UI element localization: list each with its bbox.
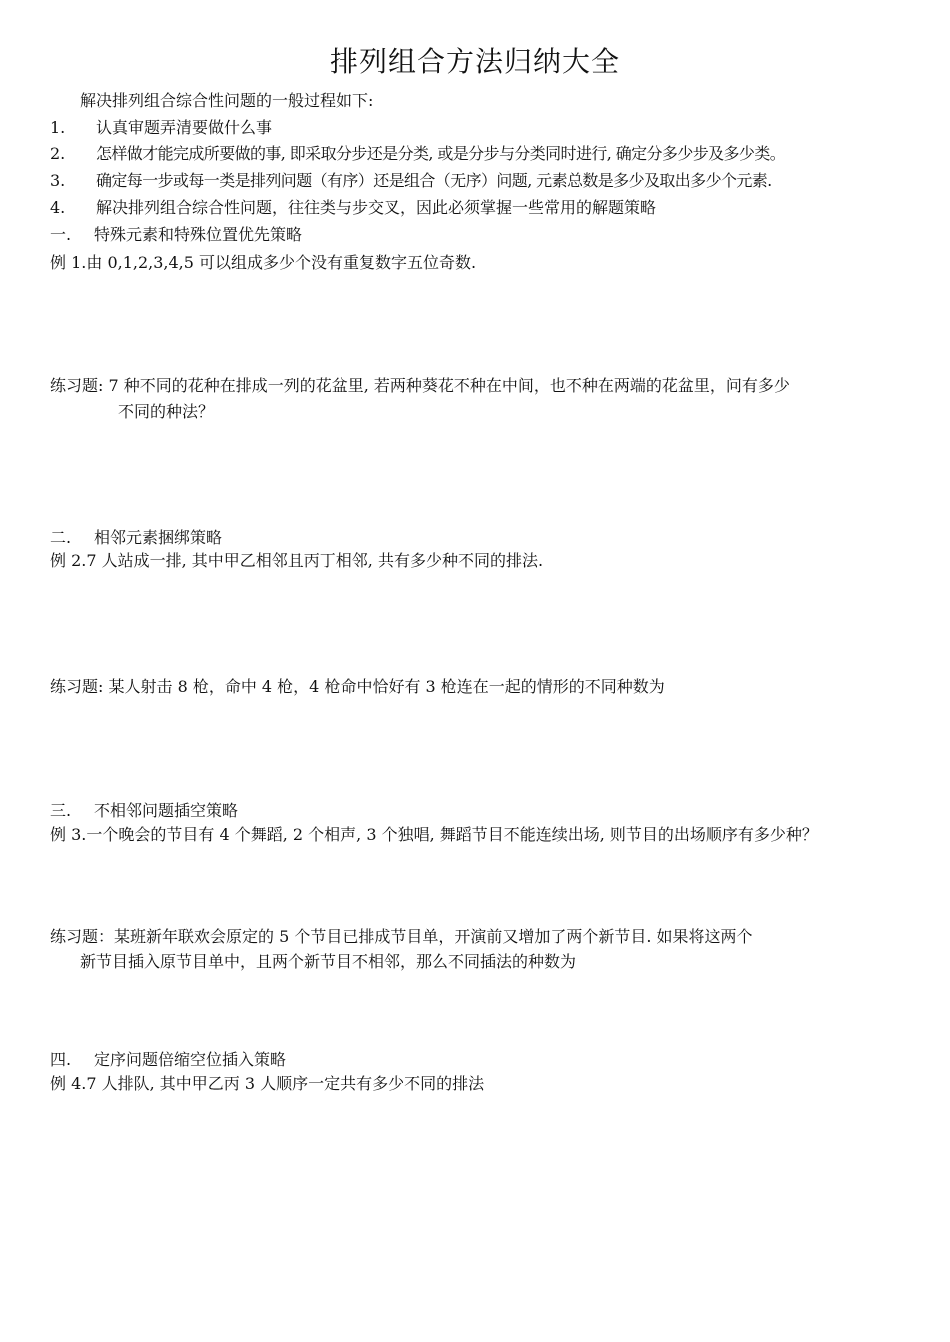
- step-text: 怎样做才能完成所要做的事, 即采取分步还是分类, 或是分步与分类同时进行, 确定分多少步及多少类。: [96, 144, 786, 163]
- section-heading-text: 定序问题倍缩空位插入策略: [94, 1050, 287, 1069]
- step-2: [50, 143, 785, 165]
- practice-3-line-2: 新节目插入原节目单中，且两个新节目不相邻，那么不同插法的种数为: [80, 952, 577, 971]
- step-text: 确定每一步或每一类是排列问题（有序）还是组合（无序）问题, 元素总数是多少及取出多少个元素.: [96, 171, 772, 190]
- step-text: 认真审题弄清要做什么事: [96, 118, 273, 137]
- step-number: 2.: [50, 144, 66, 163]
- section-number: 二.: [50, 528, 72, 547]
- step-number: 3.: [50, 171, 66, 190]
- section-1-heading: [50, 224, 302, 246]
- step-4: [50, 197, 656, 219]
- step-3: [50, 170, 772, 192]
- step-number: 4.: [50, 198, 66, 217]
- intro-text: 解决排列组合综合性问题的一般过程如下:: [80, 91, 374, 110]
- example-3: 例 3.一个晚会的节目有 4 个舞蹈, 2 个相声, 3 个独唱, 舞蹈节目不能连续出场, 则节目的出场顺序有多少种？: [50, 825, 818, 844]
- page-title: 排列组合方法归纳大全: [329, 45, 620, 78]
- practice-2-line-1: 练习题: 某人射击 8 枪，命中 4 枪，4 枪命中恰好有 3 枪连在一起的情形的不同种数为: [50, 677, 665, 696]
- section-3-heading: [50, 800, 238, 822]
- section-heading-text: 相邻元素捆绑策略: [94, 528, 223, 547]
- section-2-heading: [50, 527, 222, 549]
- example-2: 例 2.7 人站成一排, 其中甲乙相邻且丙丁相邻, 共有多少种不同的排法.: [50, 551, 544, 570]
- section-number: 三.: [50, 801, 72, 820]
- step-text: 解决排列组合综合性问题，往往类与步交叉，因此必须掌握一些常用的解题策略: [96, 198, 657, 217]
- example-1: 例 1.由 0,1,2,3,4,5 可以组成多少个没有重复数字五位奇数.: [50, 253, 477, 272]
- section-number: 四.: [50, 1050, 72, 1069]
- practice-1-line-1: 练习题: 7 种不同的花种在排成一列的花盆里, 若两种葵花不种在中间，也不种在两端的花盆里，问有多少: [50, 376, 790, 395]
- step-number: 1.: [50, 118, 66, 137]
- practice-3-line-1: 练习题：某班新年联欢会原定的 5 个节目已排成节目单，开演前又增加了两个新节目. 如果将这两个: [50, 927, 753, 946]
- section-heading-text: 特殊元素和特殊位置优先策略: [94, 225, 303, 244]
- example-4: 例 4.7 人排队, 其中甲乙丙 3 人顺序一定共有多少不同的排法: [50, 1074, 485, 1093]
- section-4-heading: [50, 1049, 286, 1071]
- step-1: [50, 117, 272, 139]
- section-heading-text: 不相邻问题插空策略: [94, 801, 239, 820]
- practice-1-line-2: 不同的种法？: [118, 402, 215, 421]
- section-number: 一.: [50, 225, 72, 244]
